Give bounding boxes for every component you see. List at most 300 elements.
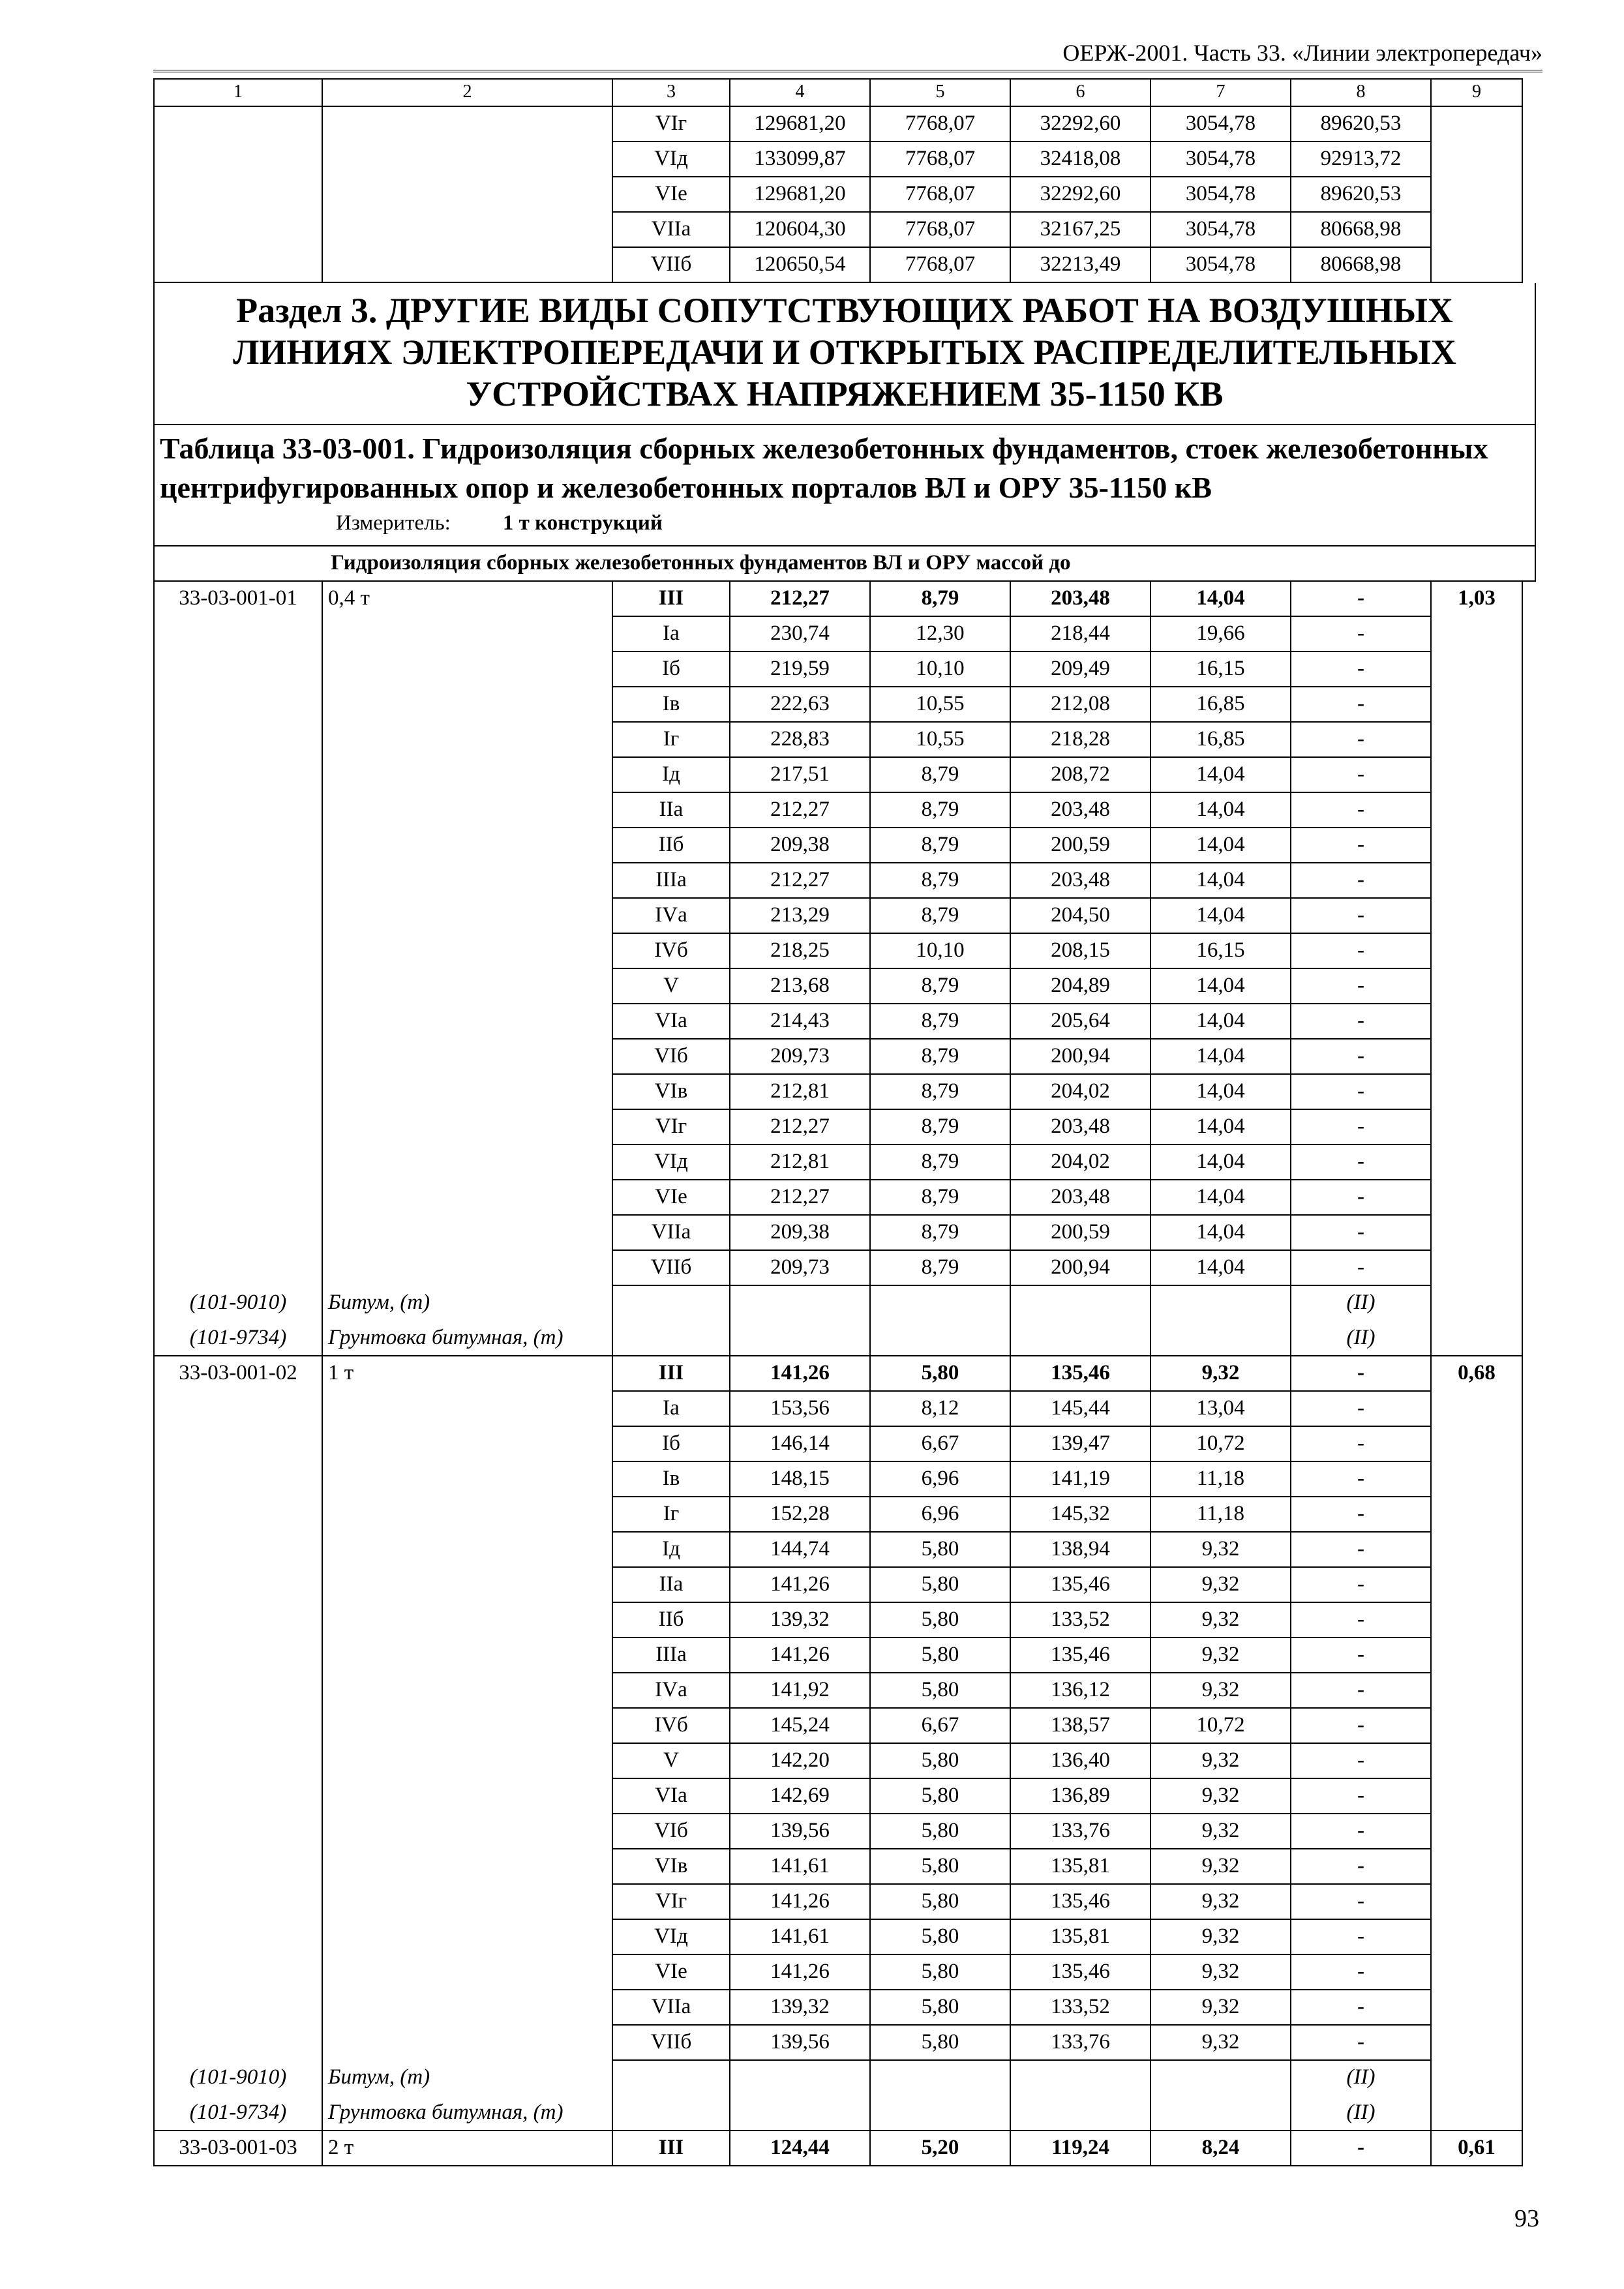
col-number: 9 (1432, 78, 1523, 107)
zone-cell: VIIа (613, 1990, 730, 2026)
value-cell: 7768,07 (871, 213, 1011, 248)
value-cell: - (1291, 1638, 1432, 1673)
material-name-cell: Грунтовка битумная, (т) (323, 2096, 613, 2131)
norm-name-cell (323, 1040, 613, 1075)
norm-code-cell: 33-03-001-01 (153, 582, 323, 617)
table-row (153, 617, 1536, 652)
header-rule (153, 70, 1542, 72)
norm-name-cell (323, 1392, 613, 1427)
material-cell (1432, 1638, 1523, 1673)
value-cell: 8,24 (1151, 2131, 1291, 2166)
zone-cell: IVб (613, 934, 730, 969)
value-cell: 7768,07 (871, 142, 1011, 177)
table-row (153, 934, 1536, 969)
zone-cell: Iг (613, 1497, 730, 1533)
value-cell: 212,27 (730, 793, 871, 828)
norm-code-cell (153, 1145, 323, 1180)
value-cell: 205,64 (1011, 1004, 1151, 1040)
norm-code-cell (153, 1216, 323, 1251)
material-cell (1432, 1709, 1523, 1744)
table-row (153, 1462, 1536, 1497)
value-cell: 32292,60 (1011, 107, 1151, 142)
value-cell: 7768,07 (871, 177, 1011, 213)
value-cell: 10,72 (1151, 1709, 1291, 1744)
value-cell: 204,02 (1011, 1145, 1151, 1180)
value-cell: 10,55 (871, 687, 1011, 723)
code-cell (153, 177, 323, 213)
value-cell: 5,80 (871, 1955, 1011, 1990)
value-cell: 200,59 (1011, 828, 1151, 863)
norm-code-cell (153, 1180, 323, 1216)
table-row (153, 2026, 1536, 2061)
material-cell (1432, 828, 1523, 863)
running-header: ОЕРЖ-2001. Часть 33. «Линии электропередач» (1062, 40, 1542, 66)
value-cell: 209,73 (730, 1040, 871, 1075)
value-cell: 136,89 (1011, 1779, 1151, 1814)
zone-cell: Iб (613, 1427, 730, 1462)
value-cell: - (1291, 2131, 1432, 2166)
material-qty-cell: (II) (1291, 2061, 1432, 2096)
value-cell: 209,49 (1011, 652, 1151, 687)
material-cell (1432, 1462, 1523, 1497)
material-cell (1432, 934, 1523, 969)
norm-name-cell (323, 617, 613, 652)
value-cell: 218,25 (730, 934, 871, 969)
value-cell: 8,79 (871, 582, 1011, 617)
norm-code-cell (153, 1427, 323, 1462)
norm-code-cell (153, 1075, 323, 1110)
value-cell: 139,32 (730, 1603, 871, 1638)
value-cell: 141,26 (730, 1955, 871, 1990)
norm-name-cell (323, 899, 613, 934)
material-cell (1432, 1849, 1523, 1885)
value-cell: 5,80 (871, 1533, 1011, 1568)
value-cell (730, 2096, 871, 2131)
table-row (153, 1356, 1536, 1392)
material-qty-cell: (II) (1291, 2096, 1432, 2131)
norm-code-cell (153, 617, 323, 652)
table-row (153, 582, 1536, 617)
value-cell: - (1291, 1251, 1432, 1286)
table-row (153, 1216, 1536, 1251)
table-row (153, 1638, 1536, 1673)
value-cell: 10,10 (871, 934, 1011, 969)
value-cell (730, 1321, 871, 1356)
zone-cell: VIб (613, 1040, 730, 1075)
value-cell: - (1291, 1673, 1432, 1709)
norm-name-cell (323, 1673, 613, 1709)
norm-code-cell (153, 1251, 323, 1286)
material-cell: 1,03 (1432, 582, 1523, 617)
section-title: Раздел 3. ДРУГИЕ ВИДЫ СОПУТСТВУЮЩИХ РАБОТ НА ВОЗДУШНЫХ ЛИНИЯХ ЭЛЕКТРОПЕРЕДАЧИ И ОТКРЫТЫХ РАСПРЕДЕЛИТЕЛЬНЫХ УСТРОЙСТВАХ НАПРЯЖЕНИЕМ 35-1150 КВ (153, 283, 1536, 425)
norm-name-cell (323, 969, 613, 1004)
material-row (153, 2061, 1536, 2096)
norm-name-cell (323, 1180, 613, 1216)
value-cell: 9,32 (1151, 2026, 1291, 2061)
value-cell: 9,32 (1151, 1533, 1291, 1568)
norm-code-cell (153, 1990, 323, 2026)
zone-cell: VIб (613, 1814, 730, 1849)
value-cell: 141,26 (730, 1638, 871, 1673)
value-cell: - (1291, 1356, 1432, 1392)
value-cell: - (1291, 1744, 1432, 1779)
value-cell: 208,72 (1011, 758, 1151, 793)
norm-code-cell (153, 1779, 323, 1814)
value-cell: 8,79 (871, 1040, 1011, 1075)
material-cell (1432, 1744, 1523, 1779)
value-cell (871, 1286, 1011, 1321)
value-cell: - (1291, 1040, 1432, 1075)
value-cell: 145,44 (1011, 1392, 1151, 1427)
value-cell (1151, 2096, 1291, 2131)
value-cell: 5,80 (871, 1885, 1011, 1920)
value-cell: - (1291, 1990, 1432, 2026)
norm-code-cell (153, 1004, 323, 1040)
table-title-block (153, 425, 1536, 546)
norm-code-cell (153, 969, 323, 1004)
value-cell: 212,81 (730, 1075, 871, 1110)
value-cell: 204,89 (1011, 969, 1151, 1004)
value-cell: 9,32 (1151, 1744, 1291, 1779)
value-cell: - (1291, 934, 1432, 969)
material-cell (1432, 1075, 1523, 1110)
material-cell: 0,61 (1432, 2131, 1523, 2166)
value-cell: - (1291, 1814, 1432, 1849)
value-cell: 9,32 (1151, 1673, 1291, 1709)
material-name-cell: Битум, (т) (323, 1286, 613, 1321)
value-cell: - (1291, 687, 1432, 723)
value-cell: 145,32 (1011, 1497, 1151, 1533)
value-cell: - (1291, 899, 1432, 934)
material-cell (1432, 758, 1523, 793)
material-cell (1432, 177, 1523, 213)
value-cell: 135,46 (1011, 1638, 1151, 1673)
zone-cell: IIа (613, 1568, 730, 1603)
material-cell (1432, 617, 1523, 652)
value-cell (871, 1321, 1011, 1356)
table-row (153, 1180, 1536, 1216)
table-row (153, 899, 1536, 934)
value-cell: 129681,20 (730, 107, 871, 142)
norm-code-cell (153, 1744, 323, 1779)
zone-cell: VIд (613, 1145, 730, 1180)
norm-name-cell (323, 1779, 613, 1814)
value-cell: 8,79 (871, 1145, 1011, 1180)
value-cell: 5,80 (871, 1920, 1011, 1955)
value-cell (1151, 1321, 1291, 1356)
material-cell (1432, 1533, 1523, 1568)
value-cell: - (1291, 1955, 1432, 1990)
value-cell: 5,80 (871, 1568, 1011, 1603)
name-cell (323, 142, 613, 177)
norm-name-cell (323, 1568, 613, 1603)
value-cell: 8,79 (871, 1004, 1011, 1040)
column-number-row (153, 78, 1536, 107)
zone-cell (613, 1286, 730, 1321)
zone-cell: IVа (613, 1673, 730, 1709)
table-row (153, 1779, 1536, 1814)
value-cell: 135,81 (1011, 1849, 1151, 1885)
material-cell (1432, 1321, 1523, 1356)
zone-cell: VIд (613, 1920, 730, 1955)
table-row (153, 1004, 1536, 1040)
value-cell (1011, 1286, 1151, 1321)
table-row (153, 1040, 1536, 1075)
value-cell: 212,27 (730, 582, 871, 617)
value-cell: 153,56 (730, 1392, 871, 1427)
value-cell: - (1291, 582, 1432, 617)
value-cell: 148,15 (730, 1462, 871, 1497)
value-cell: 230,74 (730, 617, 871, 652)
zone-cell: IIIа (613, 863, 730, 899)
norm-name-cell (323, 1004, 613, 1040)
value-cell: - (1291, 652, 1432, 687)
value-cell: - (1291, 828, 1432, 863)
value-cell: 133,76 (1011, 2026, 1151, 2061)
value-cell: 9,32 (1151, 1356, 1291, 1392)
norm-code-cell (153, 1497, 323, 1533)
table-row (153, 758, 1536, 793)
col-number: 6 (1011, 78, 1151, 107)
value-cell: 135,46 (1011, 1568, 1151, 1603)
value-cell: 16,85 (1151, 723, 1291, 758)
value-cell: 203,48 (1011, 1180, 1151, 1216)
value-cell: 146,14 (730, 1427, 871, 1462)
value-cell: 217,51 (730, 758, 871, 793)
zone-cell: III (613, 1356, 730, 1392)
value-cell: 5,80 (871, 1673, 1011, 1709)
table-row (153, 1920, 1536, 1955)
value-cell (871, 2061, 1011, 2096)
col-number: 1 (153, 78, 323, 107)
value-cell: 8,79 (871, 1110, 1011, 1145)
norm-name-cell (323, 723, 613, 758)
value-cell (730, 2061, 871, 2096)
value-cell: 200,94 (1011, 1040, 1151, 1075)
material-cell (1432, 1990, 1523, 2026)
value-cell: 14,04 (1151, 863, 1291, 899)
norm-name-cell (323, 1603, 613, 1638)
table-row (153, 1744, 1536, 1779)
value-cell: 136,12 (1011, 1673, 1151, 1709)
col-number: 2 (323, 78, 613, 107)
value-cell: 9,32 (1151, 1638, 1291, 1673)
material-cell (1432, 1286, 1523, 1321)
value-cell: 9,32 (1151, 1849, 1291, 1885)
value-cell: 14,04 (1151, 582, 1291, 617)
value-cell: 89620,53 (1291, 177, 1432, 213)
zone-cell: Iа (613, 1392, 730, 1427)
value-cell: 138,94 (1011, 1533, 1151, 1568)
norm-name-cell: 1 т (323, 1356, 613, 1392)
material-cell: 0,68 (1432, 1356, 1523, 1392)
value-cell: 133,52 (1011, 1603, 1151, 1638)
value-cell: 3054,78 (1151, 142, 1291, 177)
material-cell (1432, 1145, 1523, 1180)
value-cell: 129681,20 (730, 177, 871, 213)
norm-code-cell (153, 1568, 323, 1603)
norm-name-cell (323, 1075, 613, 1110)
value-cell: - (1291, 1462, 1432, 1497)
zone-cell: VIг (613, 1110, 730, 1145)
norm-code-cell (153, 758, 323, 793)
value-cell: - (1291, 1920, 1432, 1955)
value-cell: 213,29 (730, 899, 871, 934)
norm-code-cell (153, 2026, 323, 2061)
zone-cell: IVб (613, 1709, 730, 1744)
material-row (153, 2096, 1536, 2131)
value-cell: - (1291, 1004, 1432, 1040)
value-cell: 7768,07 (871, 107, 1011, 142)
value-cell: 14,04 (1151, 1251, 1291, 1286)
material-code-cell: (101-9010) (153, 2061, 323, 2096)
name-cell (323, 213, 613, 248)
zone-cell: VIIа (613, 1216, 730, 1251)
code-cell (153, 213, 323, 248)
material-cell (1432, 1251, 1523, 1286)
value-cell: 14,04 (1151, 1145, 1291, 1180)
value-cell: 5,80 (871, 1849, 1011, 1885)
value-cell: 119,24 (1011, 2131, 1151, 2166)
table-row (153, 1251, 1536, 1286)
table-row (153, 1533, 1536, 1568)
value-cell: - (1291, 1568, 1432, 1603)
value-cell: 32213,49 (1011, 248, 1151, 283)
zone-cell: VIв (613, 1075, 730, 1110)
norm-name-cell (323, 828, 613, 863)
table-row (153, 177, 1536, 213)
table-row (153, 652, 1536, 687)
value-cell: 124,44 (730, 2131, 871, 2166)
material-cell (1432, 2096, 1523, 2131)
zone-cell: Iв (613, 1462, 730, 1497)
norm-code-cell (153, 1603, 323, 1638)
value-cell: 5,80 (871, 2026, 1011, 2061)
value-cell (1011, 1321, 1151, 1356)
value-cell: 32418,08 (1011, 142, 1151, 177)
norm-name-cell (323, 1849, 613, 1885)
norm-code-cell (153, 1673, 323, 1709)
col-number: 3 (613, 78, 730, 107)
value-cell: 10,72 (1151, 1427, 1291, 1462)
value-cell: 203,48 (1011, 582, 1151, 617)
norm-code-cell (153, 1709, 323, 1744)
zone-cell: Iб (613, 652, 730, 687)
value-cell: 139,32 (730, 1990, 871, 2026)
value-cell: 9,32 (1151, 1779, 1291, 1814)
value-cell: 16,85 (1151, 687, 1291, 723)
value-cell: 6,96 (871, 1462, 1011, 1497)
value-cell: 133099,87 (730, 142, 871, 177)
code-cell (153, 107, 323, 142)
material-cell (1432, 899, 1523, 934)
norm-name-cell (323, 1955, 613, 1990)
table-row (153, 2131, 1536, 2166)
value-cell: 14,04 (1151, 1075, 1291, 1110)
zone-cell: IIIа (613, 1638, 730, 1673)
col-number: 5 (871, 78, 1011, 107)
continued-rows (153, 107, 1536, 283)
value-cell: 209,38 (730, 1216, 871, 1251)
value-cell: 32167,25 (1011, 213, 1151, 248)
value-cell: 11,18 (1151, 1497, 1291, 1533)
value-cell: 14,04 (1151, 1004, 1291, 1040)
zone-cell: VIIб (613, 248, 730, 283)
norm-code-cell (153, 934, 323, 969)
material-cell (1432, 1955, 1523, 1990)
material-cell (1432, 1568, 1523, 1603)
table-row (153, 248, 1536, 283)
norms-table (153, 78, 1536, 2166)
value-cell: 141,92 (730, 1673, 871, 1709)
value-cell: 141,26 (730, 1568, 871, 1603)
table-row (153, 1673, 1536, 1709)
norm-code-cell (153, 1110, 323, 1145)
material-cell (1432, 1779, 1523, 1814)
value-cell: 136,40 (1011, 1744, 1151, 1779)
norm-code-cell (153, 863, 323, 899)
value-cell: 142,20 (730, 1744, 871, 1779)
norm-name-cell (323, 1110, 613, 1145)
table-row (153, 1849, 1536, 1885)
value-cell: 142,69 (730, 1779, 871, 1814)
material-cell (1432, 1673, 1523, 1709)
value-cell: 6,67 (871, 1427, 1011, 1462)
zone-cell: VIе (613, 1180, 730, 1216)
table-row (153, 1075, 1536, 1110)
value-cell: 16,15 (1151, 652, 1291, 687)
material-cell (1432, 213, 1523, 248)
zone-cell: VIд (613, 142, 730, 177)
zone-cell: VIIб (613, 1251, 730, 1286)
material-code-cell: (101-9734) (153, 1321, 323, 1356)
value-cell: 204,50 (1011, 899, 1151, 934)
norm-name-cell (323, 652, 613, 687)
norm-name-cell (323, 2026, 613, 2061)
material-cell (1432, 793, 1523, 828)
value-cell: 13,04 (1151, 1392, 1291, 1427)
table-row (153, 969, 1536, 1004)
value-cell: 213,68 (730, 969, 871, 1004)
value-cell: 138,57 (1011, 1709, 1151, 1744)
zone-cell: VIа (613, 1004, 730, 1040)
material-cell (1432, 142, 1523, 177)
value-cell: 8,79 (871, 899, 1011, 934)
col-number: 8 (1291, 78, 1432, 107)
value-cell: 212,27 (730, 1180, 871, 1216)
value-cell: 14,04 (1151, 1040, 1291, 1075)
norm-name-cell (323, 863, 613, 899)
value-cell (1011, 2061, 1151, 2096)
value-cell: 5,80 (871, 1779, 1011, 1814)
norm-code-cell (153, 723, 323, 758)
norm-name-cell (323, 1638, 613, 1673)
value-cell: 141,26 (730, 1885, 871, 1920)
value-cell: 141,61 (730, 1849, 871, 1885)
material-cell (1432, 1180, 1523, 1216)
value-cell: 14,04 (1151, 899, 1291, 934)
zone-cell: IVа (613, 899, 730, 934)
material-cell (1432, 1040, 1523, 1075)
material-code-cell: (101-9734) (153, 2096, 323, 2131)
value-cell: 6,67 (871, 1709, 1011, 1744)
norm-code-cell (153, 1040, 323, 1075)
material-cell (1432, 1885, 1523, 1920)
norm-name-cell (323, 1251, 613, 1286)
value-cell: 8,79 (871, 793, 1011, 828)
table-row (153, 1427, 1536, 1462)
material-cell (1432, 863, 1523, 899)
